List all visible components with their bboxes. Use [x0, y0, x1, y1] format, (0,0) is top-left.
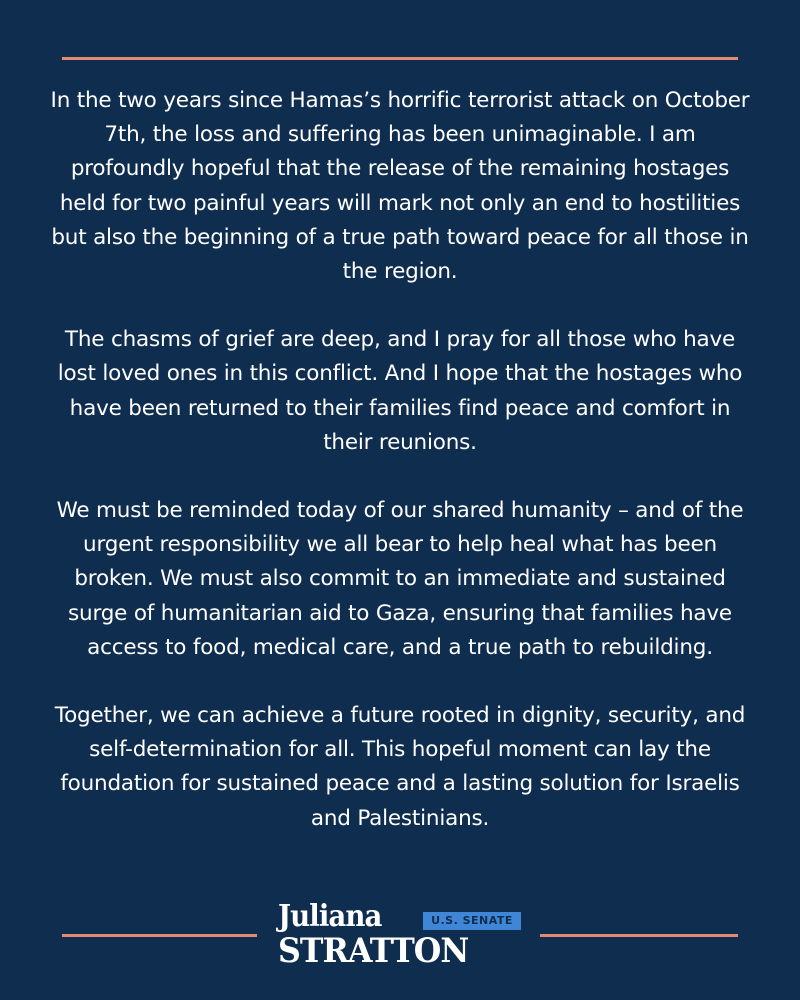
statement-paragraph-2: The chasms of grief are deep, and I pray for all those who have lost loved ones in this conflict. And I hope that the hostages who have been returned to their families find peace and comfort in their reunions. — [57, 327, 743, 455]
campaign-logo — [275, 900, 525, 970]
logo-senate-badge: U.S. SENATE — [423, 912, 521, 930]
logo-last-name: STRATTON — [278, 931, 469, 971]
statement-paragraph-3: We must be reminded today of our shared humanity – and of the urgent responsibility we all bear to help heal what has been broken. We must also commit to an immediate and sustained surge of humanitarian aid to Gaza, ensuring that families have access to food, medical care, and a true path to rebuilding. — [56, 498, 744, 660]
statement-body — [50, 84, 750, 836]
bottom-left-divider — [62, 934, 257, 937]
bottom-right-divider — [540, 934, 738, 937]
logo-first-name: Juliana — [278, 899, 382, 934]
statement-paragraph-4: Together, we can achieve a future rooted in dignity, security, and self-determination for all. This hopeful moment can lay the foundation for sustained peace and a lasting solution for Israelis and Palestinians. — [54, 703, 746, 831]
top-divider — [62, 57, 738, 60]
statement-paragraph-1: In the two years since Hamas’s horrific terrorist attack on October 7th, the loss and suffering has been unimaginable. I am profoundly hopeful that the release of the remaining hostages held for two painful years will mark not only an end to hostilities but also the beginning of a true path toward peace for all those in the region. — [50, 88, 750, 285]
